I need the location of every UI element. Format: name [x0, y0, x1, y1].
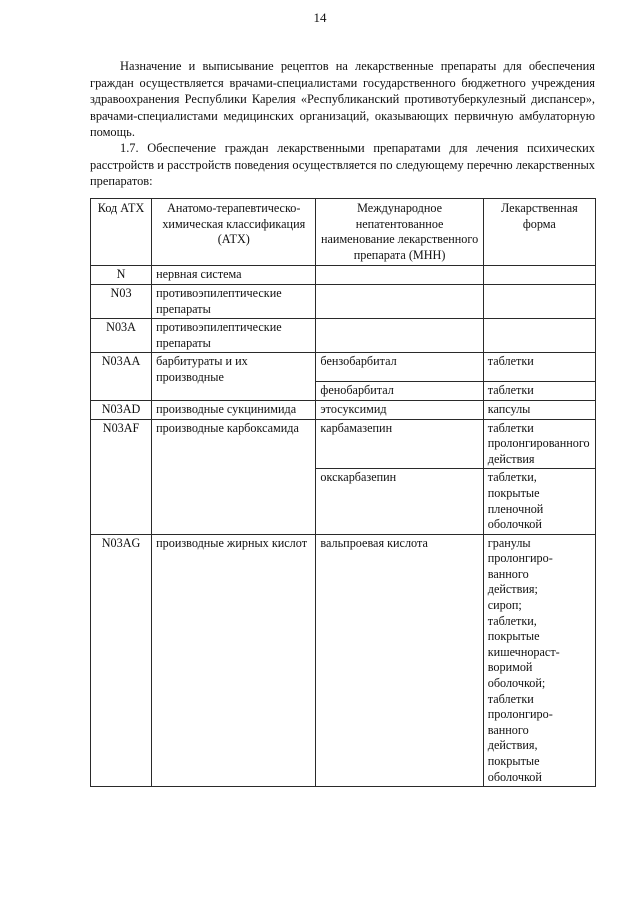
- table-row: [91, 353, 596, 382]
- form-line: действия;: [487, 582, 538, 597]
- form-line: покрытые: [487, 629, 540, 644]
- form-line: ванного: [487, 722, 529, 737]
- form-line: кишечнораст-: [487, 644, 560, 659]
- cell-inn: этосуксимид: [316, 400, 483, 419]
- table-row: [91, 266, 596, 285]
- cell-inn: карбамазепин: [316, 419, 483, 469]
- table-row: [91, 419, 596, 469]
- cell-inn: [316, 319, 483, 353]
- table-row: [91, 319, 596, 353]
- form-line: пролонгиро-: [487, 551, 553, 566]
- form-line: покрытые: [487, 754, 540, 768]
- cell-atc: производные жирных кислот: [152, 534, 316, 787]
- table-row: [91, 534, 596, 787]
- form-line: таблетки,: [487, 613, 537, 628]
- table-row: [91, 284, 596, 318]
- cell-inn: бензобарбитал: [316, 353, 483, 382]
- cell-inn: вальпроевая кислота: [316, 534, 483, 787]
- cell-form: капсулы: [483, 400, 595, 419]
- paragraph-prescribing: Назначение и выписывание рецептов на лекарственные препараты для обеспечения граждан осуществляется врачами-специалистами государственного бюджетного учреждения здравоохранения Республики Карелия «Республиканский противотуберкулезный диспансер», врачами-специалистами медицинских организаций, оказывающих первичную амбулаторную помощь.: [90, 59, 595, 140]
- cell-atc: противоэпилептические препараты: [152, 284, 316, 318]
- page-number: 14: [313, 10, 327, 25]
- cell-form: таблетки пролонгированного действия: [483, 419, 595, 469]
- header-dosage-form: Лекарственная форма: [483, 199, 595, 266]
- cell-inn: окскарбазепин: [316, 469, 483, 534]
- form-line: таблетки: [487, 691, 534, 706]
- table-row: [91, 400, 596, 419]
- cell-form: [483, 266, 595, 285]
- cell-atc: барбитураты и их производные: [152, 353, 316, 401]
- cell-form: таблетки: [483, 353, 595, 382]
- cell-code: N: [91, 266, 152, 285]
- cell-code: N03AF: [91, 419, 152, 534]
- cell-code: N03AA: [91, 353, 152, 401]
- cell-form: [483, 284, 595, 318]
- cell-inn: [316, 284, 483, 318]
- cell-atc: нервная система: [152, 266, 316, 285]
- cell-atc: противоэпилептические препараты: [152, 319, 316, 353]
- cell-inn: фенобарбитал: [316, 382, 483, 401]
- cell-form: таблетки: [483, 382, 595, 401]
- cell-form: таблетки, покрытые пленочной оболочкой: [483, 469, 595, 534]
- cell-code: N03AD: [91, 400, 152, 419]
- form-line: сироп;: [487, 598, 522, 613]
- form-line: действия,: [487, 738, 538, 753]
- paragraph-section-1-7: 1.7. Обеспечение граждан лекарственными препаратами для лечения психических расстройств и расстройств поведения осуществляется по следующему перечню лекарственных препаратов:: [90, 141, 595, 189]
- medication-table: [90, 198, 596, 787]
- header-atc-code: Код АТХ: [91, 199, 152, 266]
- cell-code: N03: [91, 284, 152, 318]
- cell-code: N03AG: [91, 534, 152, 787]
- header-inn: Международное непатентованное наименование лекарственного препарата (МНН): [316, 199, 483, 266]
- cell-form: [483, 319, 595, 353]
- form-line: ванного: [487, 566, 529, 581]
- cell-atc: производные сукцинимида: [152, 400, 316, 419]
- cell-inn: [316, 266, 483, 285]
- header-atc-classification: Анатомо-терапевтическо-химическая классификация (АТХ): [152, 199, 316, 266]
- form-line: воримой: [487, 660, 533, 675]
- cell-form: [483, 534, 595, 787]
- form-line: пролонгиро-: [487, 707, 553, 722]
- table-header-row: [91, 199, 596, 266]
- form-line: гранулы: [487, 535, 531, 550]
- form-line: оболочкой;: [487, 676, 546, 691]
- cell-code: N03A: [91, 319, 152, 353]
- form-line: оболочкой: [487, 769, 542, 784]
- cell-atc: производные карбоксамида: [152, 419, 316, 534]
